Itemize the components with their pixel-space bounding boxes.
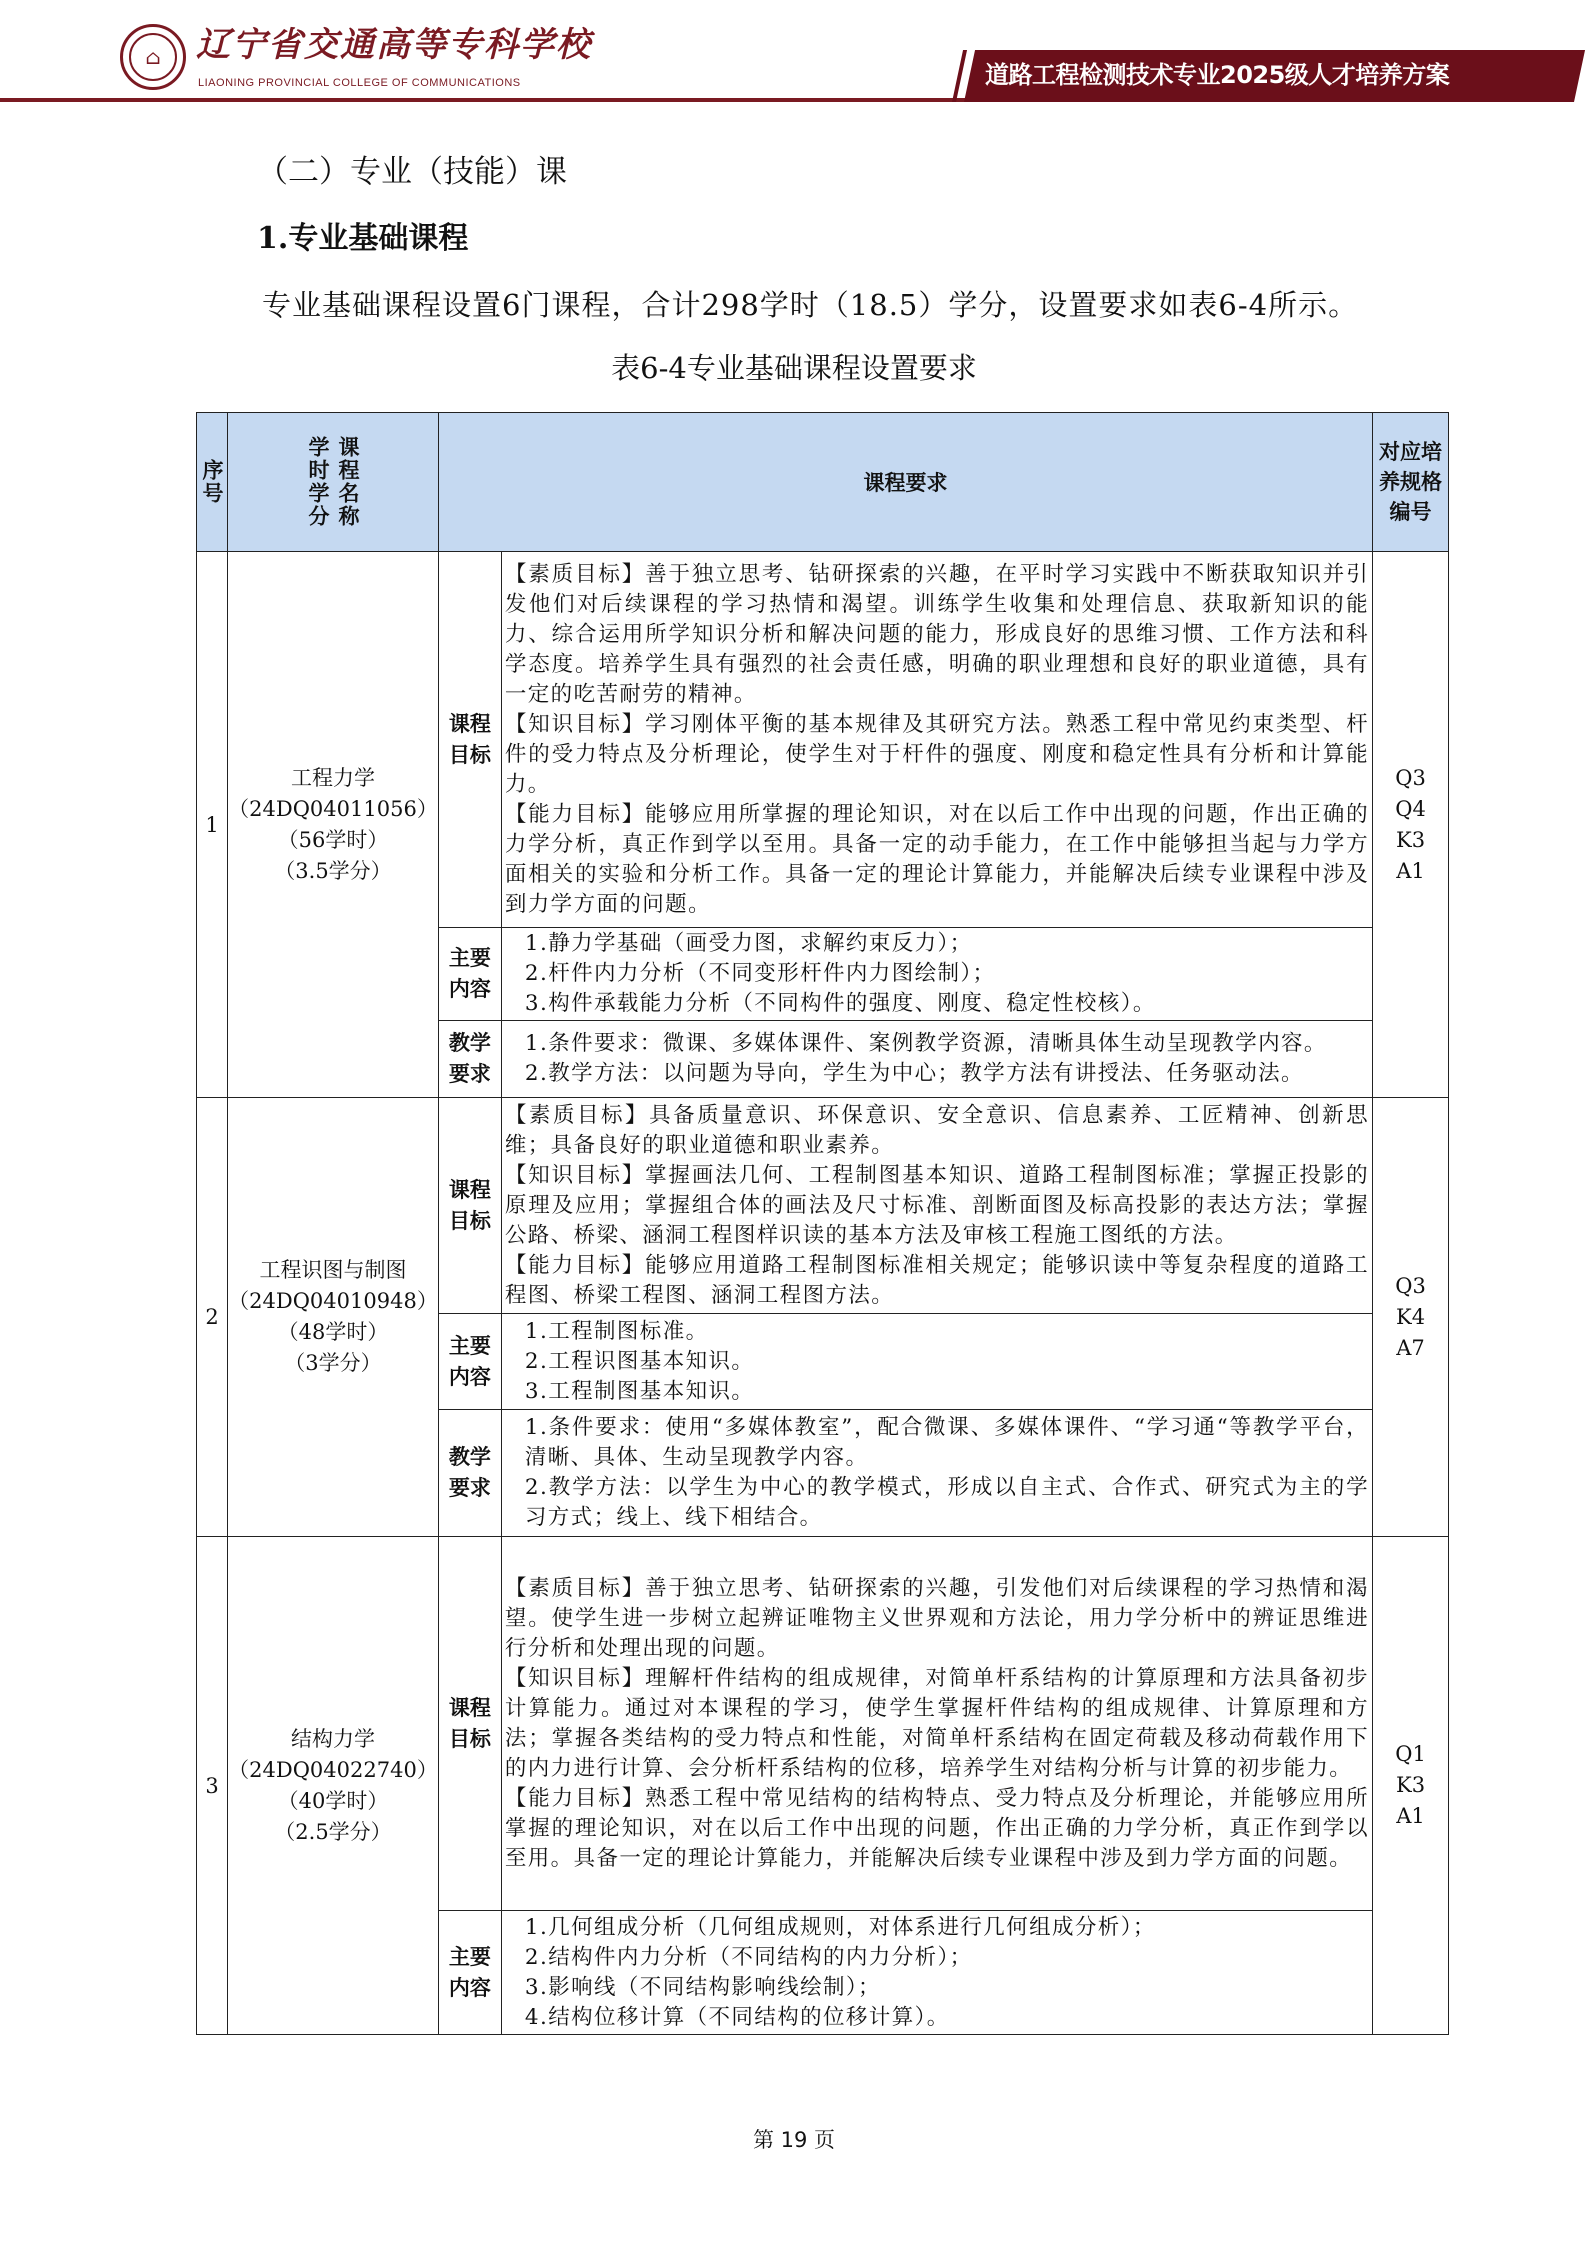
page-number: 第 19 页 <box>752 2128 836 2152</box>
course-info <box>228 1537 439 2035</box>
course-hours: （40学时） <box>277 1788 389 1813</box>
label-goal: 课程 目标 <box>438 1537 501 1911</box>
table-container <box>196 412 1449 2153</box>
teach-text: 1.条件要求：微课、多媒体课件、案例教学资源，清晰具体生动呈现教学内容。 2.教学方法：以问题为导向，学生为中心；教学方法有讲授法、任务驱动法。 <box>501 1021 1372 1098</box>
label-content: 主要 内容 <box>438 1911 501 2035</box>
table-row <box>197 1098 1449 1314</box>
label-goal: 课程 目标 <box>438 552 501 928</box>
label-content: 主要 内容 <box>438 928 501 1021</box>
label-teach: 教学 要求 <box>438 1410 501 1537</box>
course-credits: （2.5学分） <box>274 1819 392 1844</box>
course-hours: （56学时） <box>277 827 389 852</box>
header-requirements: 课程要求 <box>438 413 1372 552</box>
course-name: 工程识图与制图 <box>259 1258 407 1282</box>
school-name-en: LIAONING PROVINCIAL COLLEGE OF COMMUNICATIONS <box>198 77 521 89</box>
teach-text: 1.条件要求：使用“多媒体教室”，配合微课、多媒体课件、“学习通“等教学平台，清晰、具体、生动呈现教学内容。 2.教学方法：以学生为中心的教学模式，形成以自主式、合作式、研究式为主的学习方式；线上、线下相结合。 <box>501 1410 1372 1537</box>
course-name: 结构力学 <box>290 1726 375 1751</box>
course-info <box>228 1098 439 1537</box>
school-logo <box>120 24 186 90</box>
course-code: （24DQ04011056） <box>228 796 438 821</box>
header-name: 课程名称 学时学分 <box>228 413 439 552</box>
label-content: 主要 内容 <box>438 1314 501 1410</box>
table-caption: 表6-4专业基础课程设置要求 <box>611 351 977 385</box>
table-row <box>197 1537 1449 1911</box>
course-name: 工程力学 <box>290 765 375 790</box>
course-credits: （3学分） <box>284 1351 382 1375</box>
row-number: 1 <box>197 552 228 1098</box>
table-row <box>197 552 1449 928</box>
goal-text: 【素质目标】善于独立思考、钻研探索的兴趣，引发他们对后续课程的学习热情和渴望。使学生进一步树立起辨证唯物主义世界观和方法论，用力学分析中的辨证思维进行分析和处理出现的问题。 【知识目标】理解杆件结构的组成规律，对简单杆系结构的计算原理和方法具备初步计算能力。通过对本课程的学习，使学生掌握杆件结构的组成规律、计算原理和方法；掌握各类结构的受力特点和性能，对简单杆系结构在固定荷载及移动荷载作用下的内力进行计算、会分析杆系结构的位移，培养学生对结构分析与计算的初步能力。 【能力目标】熟悉工程中常见结构的结构特点、受力特点及分析理论，并能够应用所掌握的理论知识，对在以后工作中出现的问题，作出正确的力学分析，真正作到学以至用。具备一定的理论计算能力，并能解决后续专业课程中涉及到力学方面的问题。 <box>501 1537 1372 1911</box>
row-number: 3 <box>197 1537 228 2035</box>
content-text: 1.几何组成分析（几何组成规则，对体系进行几何组成分析）； 2.结构件内力分析（不同结构的内力分析）； 3.影响线（不同结构影响线绘制）； 4.结构位移计算（不同结构的位移计算）。 <box>501 1911 1372 2035</box>
goal-text: 【素质目标】具备质量意识、环保意识、安全意识、信息素养、工匠精神、创新思维；具备良好的职业道德和职业素养。 【知识目标】掌握画法几何、工程制图基本知识、道路工程制图标准；掌握正投影的原理及应用；掌握组合体的画法及尺寸标准、剖断面图及标高投影的表达方法；掌握公路、桥梁、涵洞工程图样识读的基本方法及审核工程施工图纸的方法。 【能力目标】能够应用道路工程制图标准相关规定；能够识读中等复杂程度的道路工程图、桥梁工程图、涵洞工程图方法。 <box>501 1098 1372 1314</box>
spec-codes: Q3 Q4 K3 A1 <box>1373 552 1449 1098</box>
course-code: （24DQ04010948） <box>228 1289 438 1313</box>
course-credits: （3.5学分） <box>274 858 392 883</box>
goal-text: 【素质目标】善于独立思考、钻研探索的兴趣，在平时学习实践中不断获取知识并引发他们对后续课程的学习热情和渴望。训练学生收集和处理信息、获取新知识的能力、综合运用所学知识分析和解决问题的能力，形成良好的思维习惯、工作方法和科学态度。培养学生具有强烈的社会责任感，明确的职业理想和良好的职业道德，具有一定的吃苦耐劳的精神。 【知识目标】学习刚体平衡的基本规律及其研究方法。熟悉工程中常见约束类型、杆件的受力特点及分析理论，使学生对于杆件的强度、刚度和稳定性具有分析和计算能力。 【能力目标】能够应用所掌握的理论知识，对在以后工作中出现的问题，作出正确的力学分析，真正作到学以至用。具备一定的动手能力，在工作中能够担当起与力学方面相关的实验和分析工作。具备一定的理论计算能力，并能解决后续专业课程中涉及到力学方面的问题。 <box>501 552 1372 928</box>
label-teach: 教学 要求 <box>438 1021 501 1098</box>
spec-codes: Q3 K4 A7 <box>1373 1098 1449 1537</box>
content-text: 1.工程制图标准。 2.工程识图基本知识。 3.工程制图基本知识。 <box>501 1314 1372 1410</box>
section-heading: （二）专业（技能）课 <box>257 154 567 190</box>
course-table <box>196 412 1449 2035</box>
school-name-cn: 辽宁省交通高等专科学校 <box>196 25 592 65</box>
intro-paragraph: 专业基础课程设置6门课程，合计298学时（18.5）学分，设置要求如表6-4所示。 <box>262 288 1359 322</box>
content-text: 1.静力学基础（画受力图，求解约束反力）； 2.杆件内力分析（不同变形杆件内力图绘制）； 3.构件承载能力分析（不同构件的强度、刚度、稳定性校核）。 <box>501 928 1372 1021</box>
header-no: 序号 <box>197 413 228 552</box>
row-number: 2 <box>197 1098 228 1537</box>
header-rule <box>0 98 980 102</box>
course-info <box>228 552 439 1098</box>
course-code: （24DQ04022740） <box>228 1757 438 1782</box>
label-goal: 课程 目标 <box>438 1098 501 1314</box>
subsection-heading: 1.专业基础课程 <box>257 221 469 256</box>
seal-icon: ⌂ <box>129 33 177 81</box>
document-title: 道路工程检测技术专业2025级人才培养方案 <box>985 61 1450 89</box>
table-header-row <box>197 413 1449 552</box>
course-hours: （48学时） <box>277 1320 389 1344</box>
header-codes: 对应培 养规格 编号 <box>1373 413 1449 552</box>
spec-codes: Q1 K3 A1 <box>1373 1537 1449 2035</box>
